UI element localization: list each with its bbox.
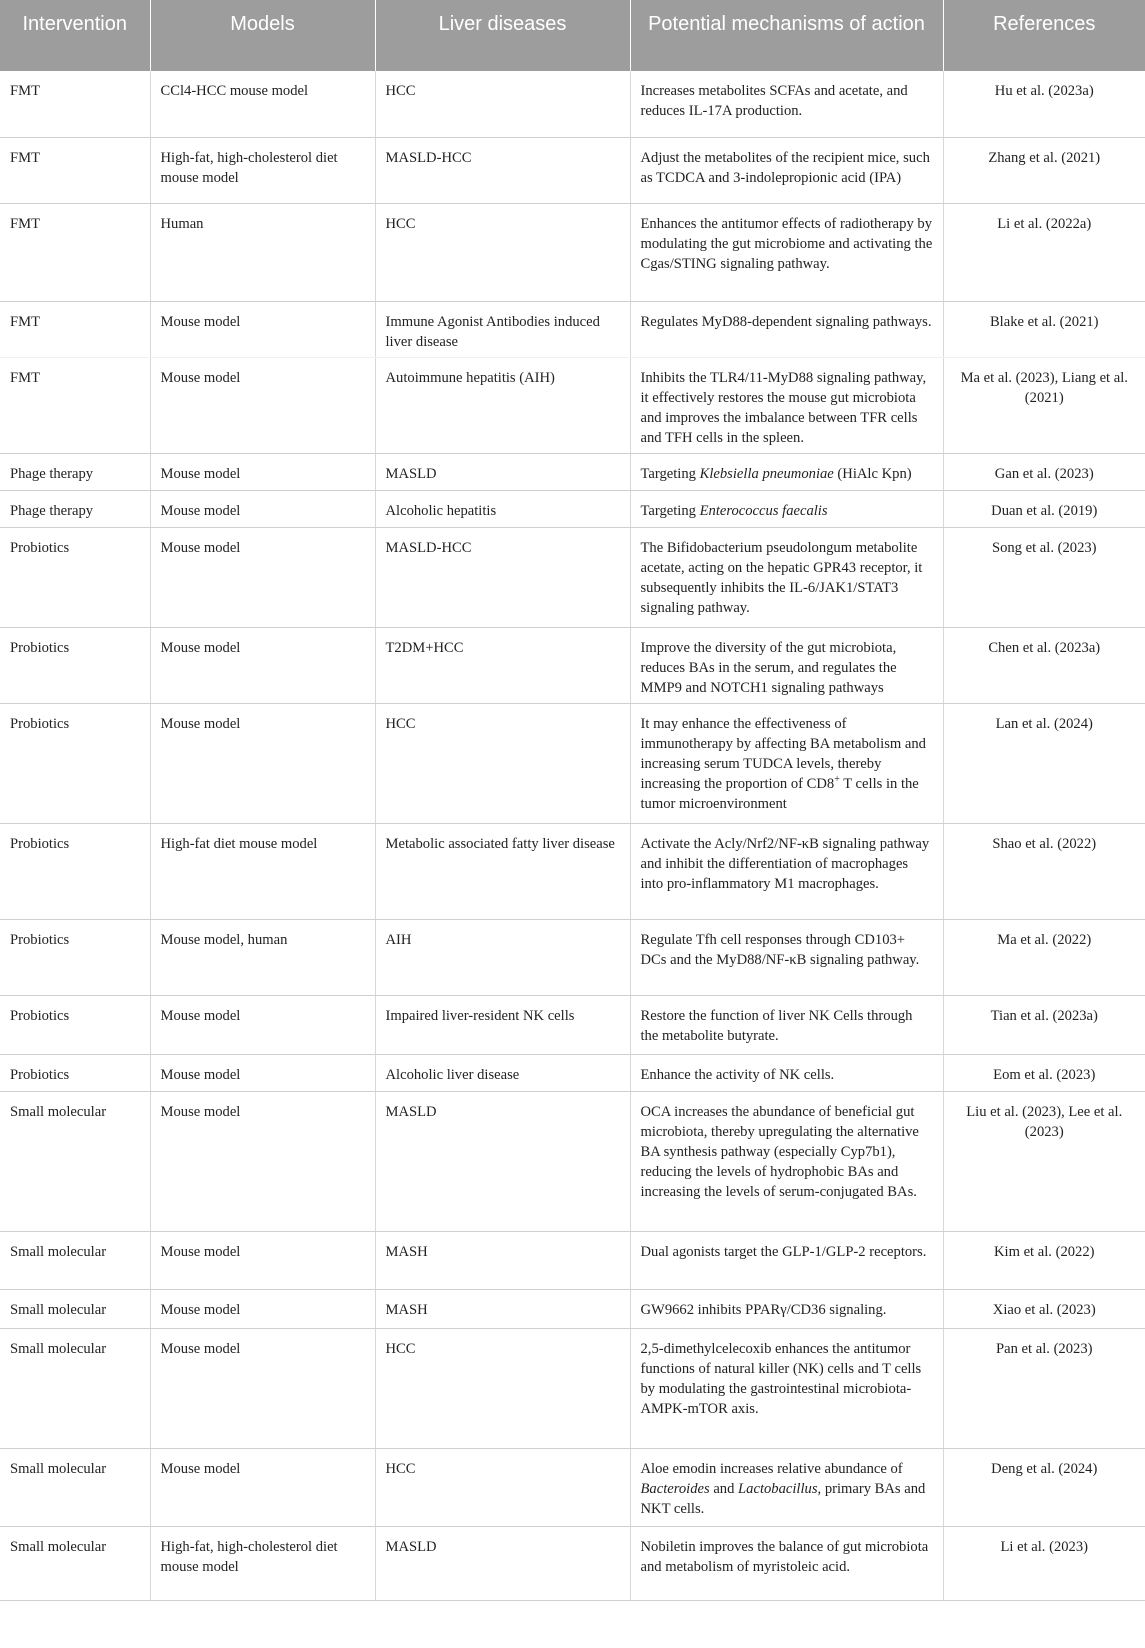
cell-disease: HCC: [375, 203, 630, 301]
cell-disease: HCC: [375, 1448, 630, 1526]
cell-reference: Li et al. (2023): [943, 1526, 1145, 1600]
table-row: [0, 627, 1145, 703]
cell-models: Mouse model: [150, 527, 375, 627]
table-row: [0, 357, 1145, 453]
cell-reference: Eom et al. (2023): [943, 1054, 1145, 1091]
cell-intervention: FMT: [0, 357, 150, 453]
cell-models: Mouse model: [150, 627, 375, 703]
table-row: [0, 301, 1145, 357]
cell-reference: Hu et al. (2023a): [943, 71, 1145, 137]
cell-intervention: Small molecular: [0, 1328, 150, 1448]
superscript: +: [834, 773, 840, 785]
cell-intervention: Small molecular: [0, 1526, 150, 1600]
header-references: References: [943, 0, 1145, 71]
table-row: [0, 71, 1145, 137]
cell-mechanism: Enhance the activity of NK cells.: [630, 1054, 943, 1091]
mechanism-text: and: [709, 1480, 739, 1497]
cell-mechanism: [630, 1448, 943, 1526]
table-row: [0, 1328, 1145, 1448]
cell-mechanism: Dual agonists target the GLP-1/GLP-2 receptors.: [630, 1231, 943, 1289]
cell-mechanism: Regulates MyD88-dependent signaling pathways.: [630, 301, 943, 357]
cell-reference: Chen et al. (2023a): [943, 627, 1145, 703]
cell-reference: Li et al. (2022a): [943, 203, 1145, 301]
table-row: [0, 1231, 1145, 1289]
cell-reference: Lan et al. (2024): [943, 703, 1145, 823]
cell-mechanism: [630, 453, 943, 490]
cell-models: High-fat, high-cholesterol diet mouse model: [150, 1526, 375, 1600]
table-row: [0, 137, 1145, 203]
table-row: [0, 490, 1145, 527]
cell-reference: Kim et al. (2022): [943, 1231, 1145, 1289]
cell-models: Mouse model: [150, 1328, 375, 1448]
cell-intervention: Probiotics: [0, 703, 150, 823]
cell-mechanism: Activate the Acly/Nrf2/NF-κB signaling pathway and inhibit the differentiation of macrophages into pro-inflammatory M1 macrophages.: [630, 823, 943, 919]
cell-disease: Immune Agonist Antibodies induced liver disease: [375, 301, 630, 357]
cell-mechanism: Regulate Tfh cell responses through CD103+ DCs and the MyD88/NF-κB signaling pathway.: [630, 919, 943, 995]
cell-disease: MASH: [375, 1289, 630, 1328]
cell-reference: Zhang et al. (2021): [943, 137, 1145, 203]
cell-intervention: Phage therapy: [0, 453, 150, 490]
cell-intervention: FMT: [0, 137, 150, 203]
cell-disease: MASLD: [375, 453, 630, 490]
cell-disease: HCC: [375, 1328, 630, 1448]
cell-reference: Gan et al. (2023): [943, 453, 1145, 490]
mechanism-text: , primary BAs and NKT cells.: [640, 1480, 926, 1517]
table-row: [0, 1526, 1145, 1600]
cell-disease: MASLD-HCC: [375, 137, 630, 203]
cell-models: Mouse model: [150, 703, 375, 823]
cell-mechanism: Restore the function of liver NK Cells through the metabolite butyrate.: [630, 995, 943, 1054]
table-row: [0, 527, 1145, 627]
cell-models: Mouse model: [150, 1054, 375, 1091]
cell-reference: Duan et al. (2019): [943, 490, 1145, 527]
cell-disease: MASLD-HCC: [375, 527, 630, 627]
cell-disease: Impaired liver-resident NK cells: [375, 995, 630, 1054]
mechanism-text: (HiAlc Kpn): [833, 465, 912, 482]
genus-name: Bacteroides: [640, 1480, 710, 1497]
cell-intervention: Small molecular: [0, 1289, 150, 1328]
cell-disease: Autoimmune hepatitis (AIH): [375, 357, 630, 453]
mechanism-text: It may enhance the effectiveness of immunotherapy by affecting BA metabolism and increasing serum TUDCA levels, thereby increasing the proportion of CD8: [640, 715, 926, 792]
table-row: [0, 1091, 1145, 1231]
cell-disease: MASLD: [375, 1526, 630, 1600]
mechanism-text: T cells in the tumor microenvironment: [640, 775, 919, 812]
mechanism-text: Aloe emodin increases relative abundance of: [640, 1460, 903, 1477]
cell-disease: MASH: [375, 1231, 630, 1289]
cell-disease: HCC: [375, 703, 630, 823]
cell-models: Mouse model: [150, 453, 375, 490]
cell-disease: MASLD: [375, 1091, 630, 1231]
cell-mechanism: Nobiletin improves the balance of gut microbiota and metabolism of myristoleic acid.: [630, 1526, 943, 1600]
cell-intervention: Small molecular: [0, 1091, 150, 1231]
cell-mechanism: The Bifidobacterium pseudolongum metabolite acetate, acting on the hepatic GPR43 receptor, it subsequently inhibits the IL-6/JAK1/STAT3 signaling pathway.: [630, 527, 943, 627]
table-body: [0, 71, 1145, 1600]
header-models: Models: [150, 0, 375, 71]
cell-disease: Metabolic associated fatty liver disease: [375, 823, 630, 919]
cell-models: Mouse model: [150, 1448, 375, 1526]
cell-models: Mouse model: [150, 490, 375, 527]
cell-mechanism: 2,5-dimethylcelecoxib enhances the antitumor functions of natural killer (NK) cells and T cells by modulating the gastrointestinal microbiota-AMPK-mTOR axis.: [630, 1328, 943, 1448]
cell-models: High-fat diet mouse model: [150, 823, 375, 919]
table-row: [0, 919, 1145, 995]
cell-reference: Song et al. (2023): [943, 527, 1145, 627]
cell-models: High-fat, high-cholesterol diet mouse model: [150, 137, 375, 203]
table-row: [0, 995, 1145, 1054]
cell-reference: Ma et al. (2023), Liang et al. (2021): [943, 357, 1145, 453]
cell-mechanism: Inhibits the TLR4/11-MyD88 signaling pathway, it effectively restores the mouse gut microbiota and improves the imbalance between TFR cells and TFH cells in the spleen.: [630, 357, 943, 453]
header-mechanisms: Potential mechanisms of action: [630, 0, 943, 71]
cell-intervention: Probiotics: [0, 919, 150, 995]
species-name: Enterococcus faecalis: [699, 502, 828, 519]
cell-disease: HCC: [375, 71, 630, 137]
cell-mechanism: OCA increases the abundance of beneficial gut microbiota, thereby upregulating the alternative BA synthesis pathway (especially Cyp7b1), reducing the levels of hydrophobic BAs and increasing the levels of serum-conjugated BAs.: [630, 1091, 943, 1231]
cell-mechanism: Enhances the antitumor effects of radiotherapy by modulating the gut microbiome and activating the Cgas/STING signaling pathway.: [630, 203, 943, 301]
mechanism-text: Targeting: [640, 502, 700, 519]
table-row: [0, 203, 1145, 301]
cell-intervention: Phage therapy: [0, 490, 150, 527]
species-name: Klebsiella pneumoniae: [699, 465, 834, 482]
cell-models: Mouse model: [150, 301, 375, 357]
cell-mechanism: Improve the diversity of the gut microbiota, reduces BAs in the serum, and regulates the MMP9 and NOTCH1 signaling pathways: [630, 627, 943, 703]
cell-reference: Xiao et al. (2023): [943, 1289, 1145, 1328]
cell-intervention: FMT: [0, 203, 150, 301]
cell-reference: Pan et al. (2023): [943, 1328, 1145, 1448]
cell-reference: Shao et al. (2022): [943, 823, 1145, 919]
cell-disease: AIH: [375, 919, 630, 995]
cell-models: Mouse model: [150, 1231, 375, 1289]
cell-reference: Liu et al. (2023), Lee et al. (2023): [943, 1091, 1145, 1231]
cell-intervention: Small molecular: [0, 1231, 150, 1289]
table-row: [0, 453, 1145, 490]
cell-intervention: Small molecular: [0, 1448, 150, 1526]
header-intervention: Intervention: [0, 0, 150, 71]
cell-models: Mouse model: [150, 1091, 375, 1231]
cell-disease: Alcoholic liver disease: [375, 1054, 630, 1091]
cell-intervention: Probiotics: [0, 823, 150, 919]
cell-intervention: FMT: [0, 71, 150, 137]
cell-models: Human: [150, 203, 375, 301]
cell-disease: T2DM+HCC: [375, 627, 630, 703]
cell-models: CCl4-HCC mouse model: [150, 71, 375, 137]
table-row: [0, 1448, 1145, 1526]
cell-reference: Ma et al. (2022): [943, 919, 1145, 995]
cell-models: Mouse model, human: [150, 919, 375, 995]
cell-intervention: Probiotics: [0, 995, 150, 1054]
cell-intervention: Probiotics: [0, 1054, 150, 1091]
cell-disease: Alcoholic hepatitis: [375, 490, 630, 527]
header-row: [0, 0, 1145, 71]
table-row: [0, 1289, 1145, 1328]
cell-intervention: Probiotics: [0, 627, 150, 703]
table-row: [0, 703, 1145, 823]
cell-intervention: Probiotics: [0, 527, 150, 627]
cell-reference: Tian et al. (2023a): [943, 995, 1145, 1054]
cell-reference: Blake et al. (2021): [943, 301, 1145, 357]
cell-models: Mouse model: [150, 1289, 375, 1328]
table-row: [0, 823, 1145, 919]
genus-name: Lactobacillus: [738, 1480, 818, 1497]
cell-mechanism: [630, 490, 943, 527]
cell-mechanism: GW9662 inhibits PPARγ/CD36 signaling.: [630, 1289, 943, 1328]
cell-mechanism: [630, 703, 943, 823]
cell-models: Mouse model: [150, 357, 375, 453]
cell-intervention: FMT: [0, 301, 150, 357]
table-header: [0, 0, 1145, 71]
cell-mechanism: Adjust the metabolites of the recipient mice, such as TCDCA and 3-indolepropionic acid (IPA): [630, 137, 943, 203]
cell-models: Mouse model: [150, 995, 375, 1054]
table-row: [0, 1054, 1145, 1091]
header-liver-diseases: Liver diseases: [375, 0, 630, 71]
mechanism-text: Targeting: [640, 465, 700, 482]
cell-reference: Deng et al. (2024): [943, 1448, 1145, 1526]
cell-mechanism: Increases metabolites SCFAs and acetate, and reduces IL-17A production.: [630, 71, 943, 137]
